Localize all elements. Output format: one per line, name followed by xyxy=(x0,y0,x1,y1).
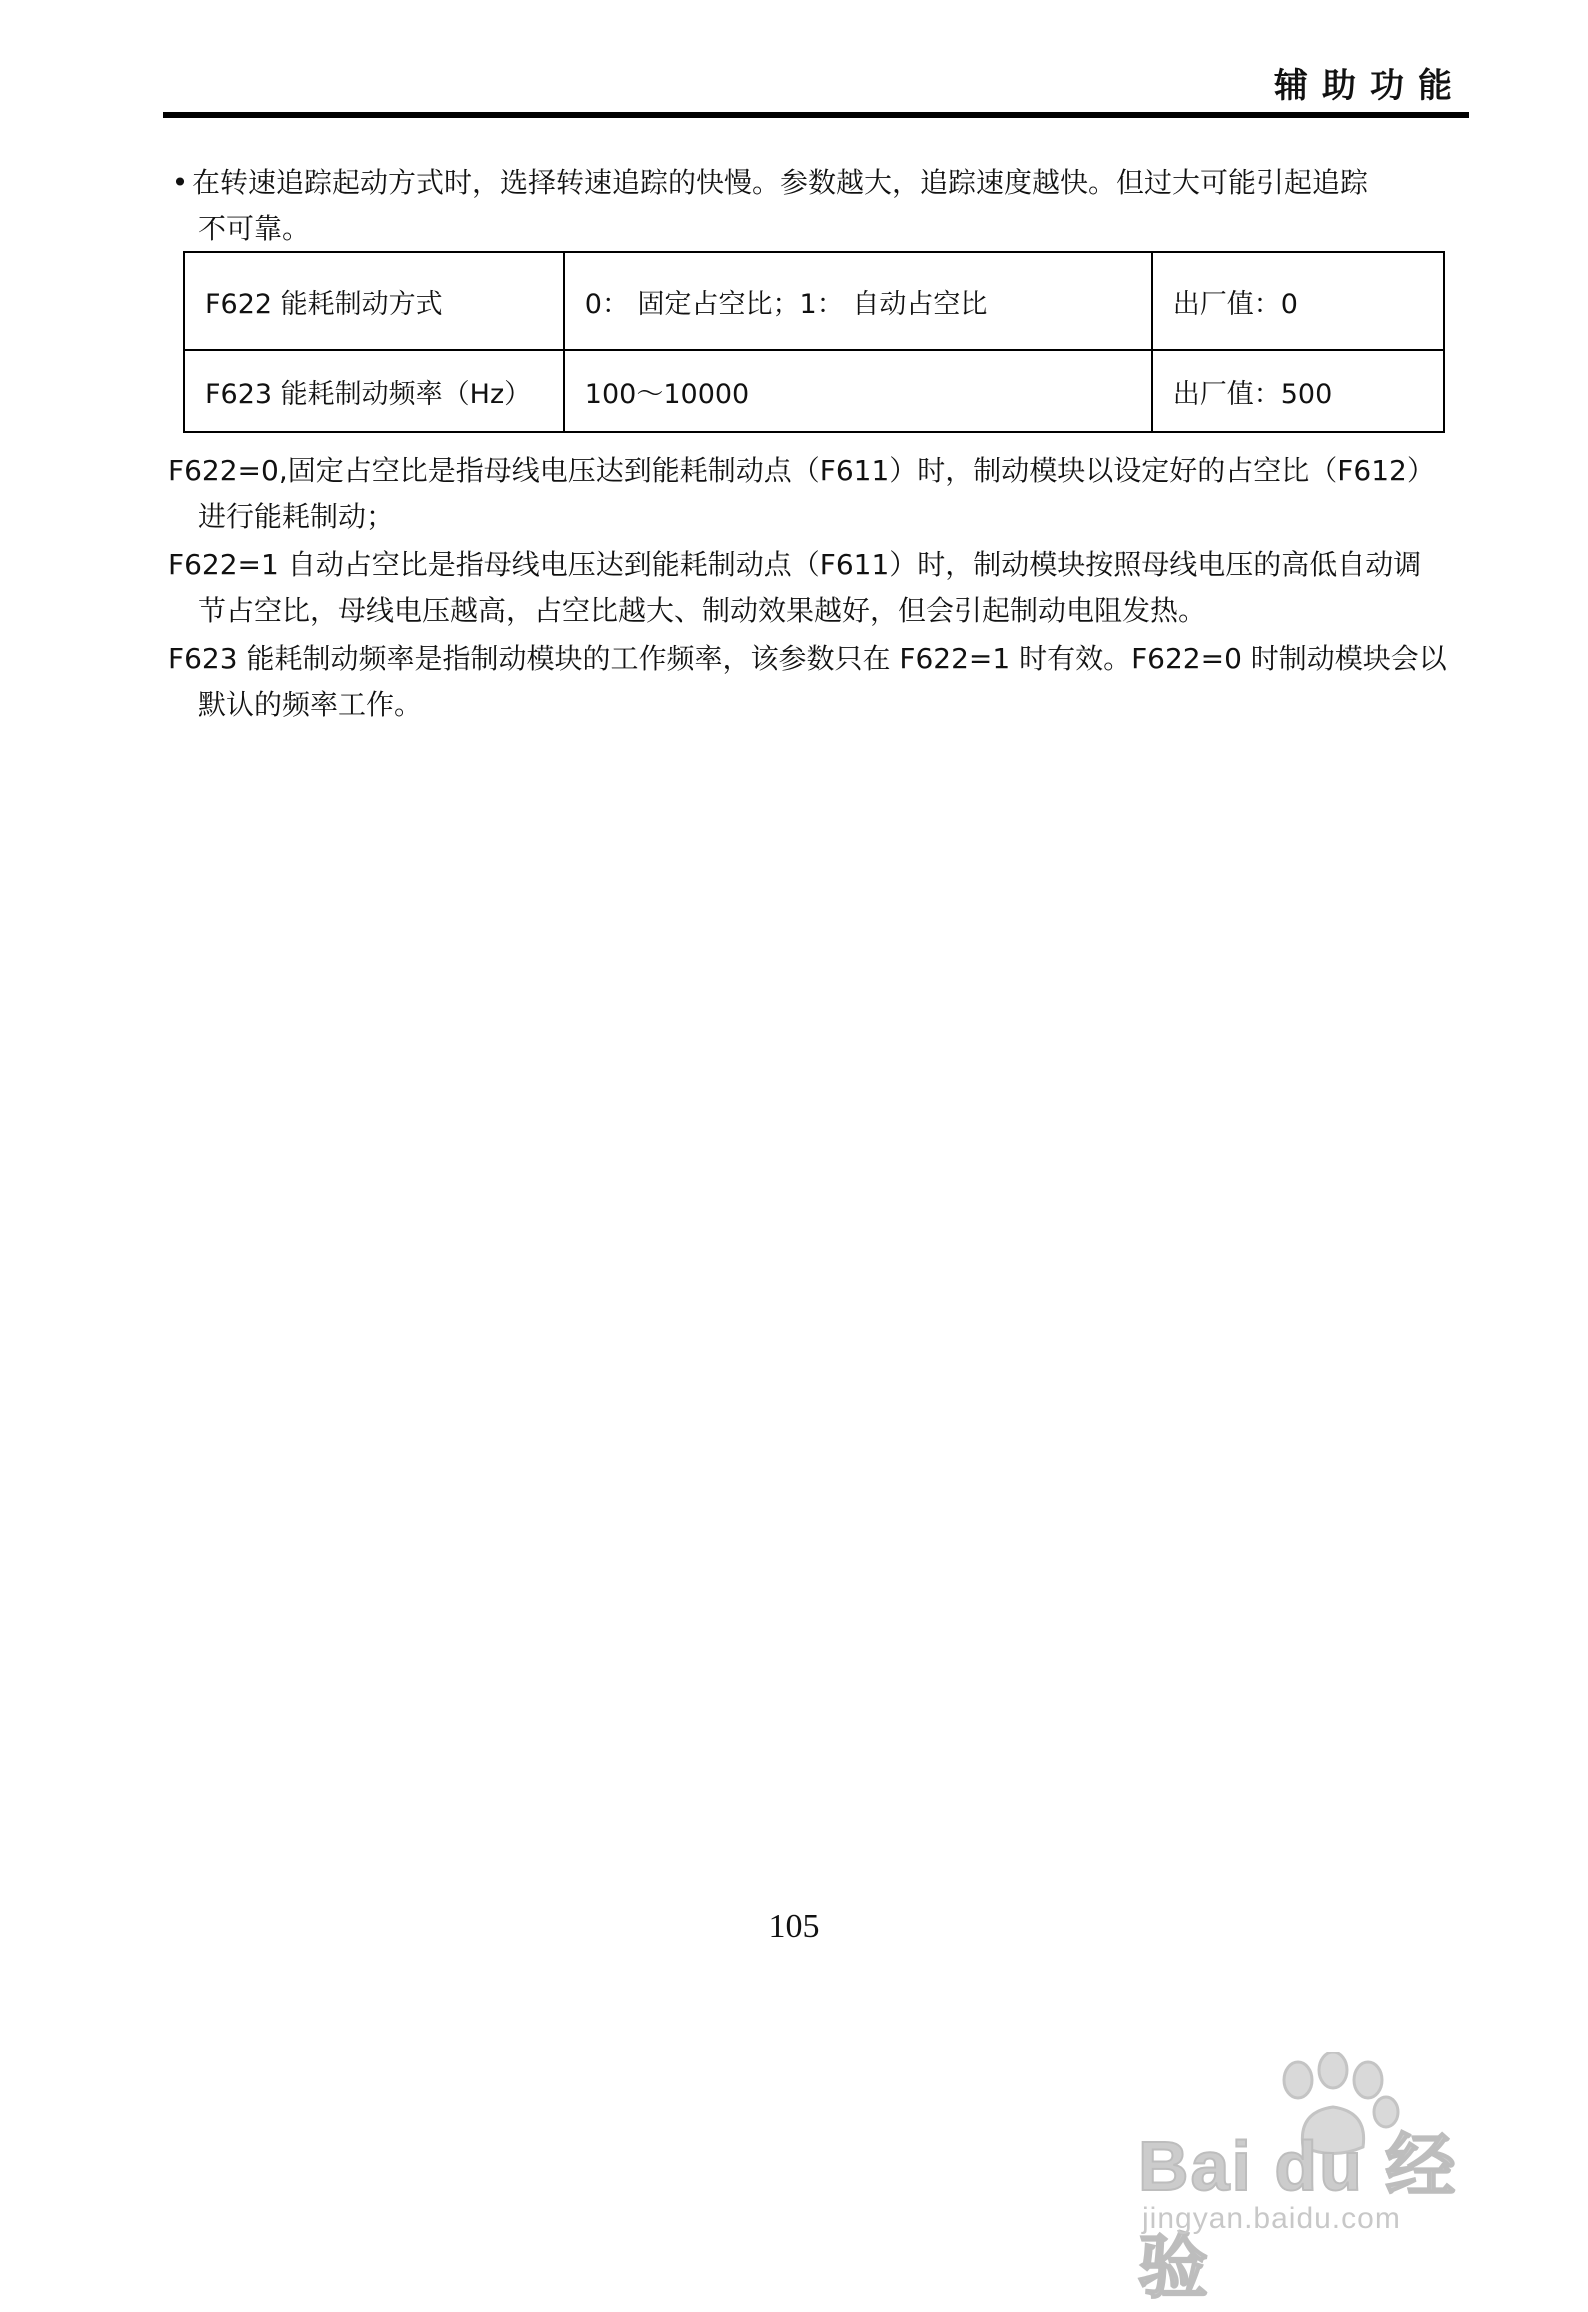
note-line-1: F622=0,固定占空比是指母线电压达到能耗制动点（F611）时，制动模块以设定好的占空比（F612） xyxy=(168,454,1435,487)
param-default-cell: 出厂值：0 xyxy=(1152,252,1444,350)
notes-section xyxy=(168,448,1468,730)
note-line-1: F623 能耗制动频率是指制动模块的工作频率，该参数只在 F622=1 时有效。F622=0 时制动模块会以 xyxy=(168,642,1447,675)
parameter-table xyxy=(183,251,1445,433)
note-line-1: F622=1 自动占空比是指母线电压达到能耗制动点（F611）时，制动模块按照母线电压的高低自动调 xyxy=(168,548,1422,581)
section-title: 辅助功能 xyxy=(1274,66,1466,106)
header-divider xyxy=(163,112,1469,118)
watermark-url: jingyan.baidu.com xyxy=(1142,2202,1401,2235)
param-name-cell: F622 能耗制动方式 xyxy=(184,252,564,350)
note-paragraph xyxy=(168,636,1468,728)
table-row xyxy=(184,350,1444,432)
note-paragraph xyxy=(168,448,1468,540)
intro-line-2: 不可靠。 xyxy=(198,212,311,245)
param-default-cell: 出厂值：500 xyxy=(1152,350,1444,432)
param-range-cell: 100～10000 xyxy=(564,350,1152,432)
watermark-brand: Bai du 经验 xyxy=(1138,2127,1458,2306)
note-paragraph xyxy=(168,542,1468,634)
baidu-jingyan-watermark xyxy=(1128,2052,1478,2306)
intro-line-1: 在转速追踪起动方式时，选择转速追踪的快慢。参数越大，追踪速度越快。但过大可能引起追踪 xyxy=(192,166,1369,199)
intro-paragraph xyxy=(168,160,1468,252)
note-line-2: 进行能耗制动； xyxy=(198,500,395,533)
note-line-2: 默认的频率工作。 xyxy=(198,688,423,721)
bullet-marker: • xyxy=(171,166,189,199)
page-number: 105 xyxy=(768,1908,820,1945)
note-line-2: 节占空比，母线电压越高，占空比越大、制动效果越好，但会引起制动电阻发热。 xyxy=(198,594,1207,627)
param-name-cell: F623 能耗制动频率（Hz） xyxy=(184,350,564,432)
param-range-cell: 0： 固定占空比；1： 自动占空比 xyxy=(564,252,1152,350)
table-row xyxy=(184,252,1444,350)
